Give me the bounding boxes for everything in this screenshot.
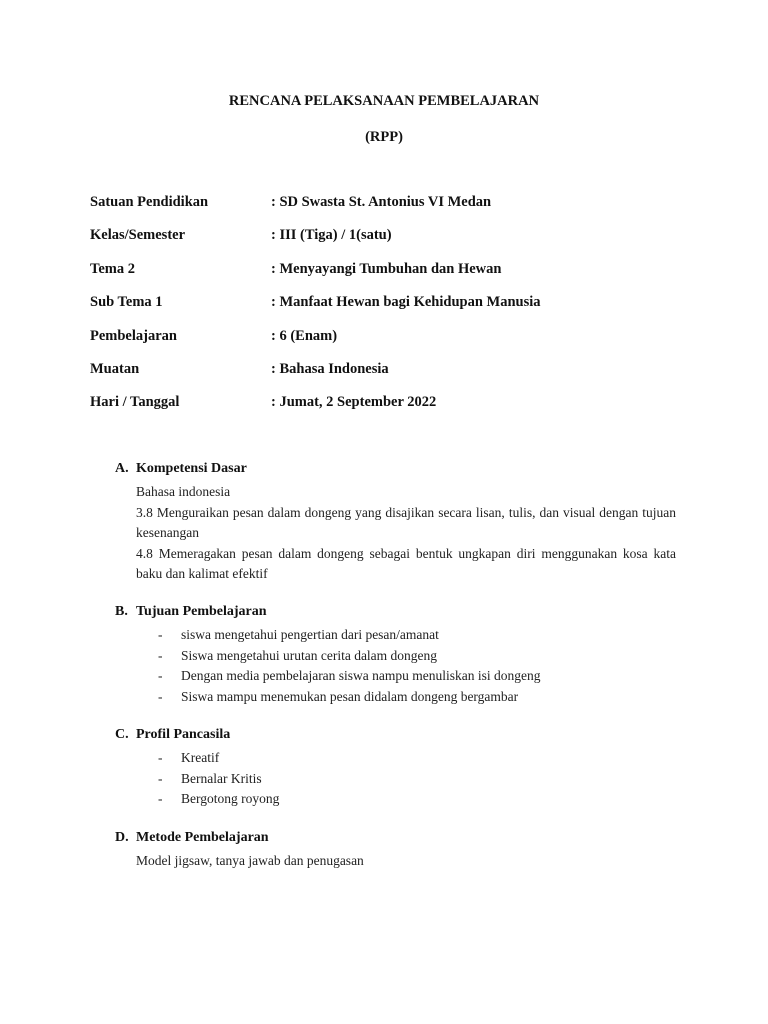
info-value: : SD Swasta St. Antonius VI Medan xyxy=(271,194,492,210)
info-label: Sub Tema 1 xyxy=(90,294,163,311)
info-label: Tema 2 xyxy=(90,260,135,277)
info-value: : Menyayangi Tumbuhan dan Hewan xyxy=(271,260,502,277)
info-value: : 6 (Enam) xyxy=(271,327,338,344)
kd-item: 4.8 Memeragakan pesan dalam dongeng sebagai bentuk ungkapan diri menggunakan kosa kata baku dan kalimat efektif xyxy=(136,545,676,581)
section-heading xyxy=(115,604,676,625)
list-item xyxy=(115,769,676,790)
info-value: : Jumat, 2 September 2022 xyxy=(271,394,437,411)
kd-item: 3.8 Menguraikan pesan dalam dongeng yang disajikan secara lisan, tulis, dan visual dengan tujuan kesenangan xyxy=(136,504,676,540)
list-item-text: siswa mengetahui pengertian dari pesan/amanat xyxy=(181,627,439,642)
section-metode-pembelajaran xyxy=(115,830,676,872)
list-item-text: Dengan media pembelajaran siswa nampu menuliskan isi dongeng xyxy=(181,668,541,683)
method-text: Model jigsaw, tanya jawab dan penugasan xyxy=(136,853,364,868)
list-item xyxy=(115,789,676,810)
section-heading xyxy=(115,461,676,482)
info-label: Muatan xyxy=(90,360,140,377)
section-heading xyxy=(115,727,676,748)
section-letter: B. xyxy=(115,604,128,619)
subject-name: Bahasa indonesia xyxy=(136,484,231,499)
objectives-list xyxy=(115,625,676,707)
list-item xyxy=(115,625,676,646)
bullet-dash: - xyxy=(158,647,163,663)
bullet-dash: - xyxy=(158,627,163,642)
bullet-dash: - xyxy=(158,688,163,704)
section-title: Metode Pembelajaran xyxy=(136,830,269,845)
document-subtitle: (RPP) xyxy=(365,129,403,145)
list-item xyxy=(115,666,676,687)
bullet-dash: - xyxy=(158,770,163,786)
info-value: : Bahasa Indonesia xyxy=(271,360,389,377)
document-title: RENCANA PELAKSANAAN PEMBELAJARAN xyxy=(228,93,540,109)
list-item-text: Siswa mengetahui urutan cerita dalam dongeng xyxy=(181,647,438,663)
section-heading xyxy=(115,830,676,851)
section-title: Profil Pancasila xyxy=(136,727,231,742)
list-item-text: Kreatif xyxy=(181,750,220,765)
section-letter: D. xyxy=(115,830,129,845)
section-tujuan-pembelajaran xyxy=(115,604,676,707)
info-label: Satuan Pendidikan xyxy=(90,194,209,210)
list-item xyxy=(115,748,676,769)
list-item-text: Siswa mampu menemukan pesan didalam dongeng bergambar xyxy=(181,688,519,704)
list-item-text: Bernalar Kritis xyxy=(181,770,262,786)
section-title: Tujuan Pembelajaran xyxy=(136,604,267,619)
info-label: Pembelajaran xyxy=(90,327,177,344)
bullet-dash: - xyxy=(158,750,163,765)
info-value: : Manfaat Hewan bagi Kehidupan Manusia xyxy=(271,294,541,311)
list-item xyxy=(115,646,676,667)
section-letter: C. xyxy=(115,727,129,742)
info-label: Kelas/Semester xyxy=(90,227,186,244)
section-title: Kompetensi Dasar xyxy=(136,461,247,476)
section-kompetensi-dasar xyxy=(115,461,676,585)
info-label: Hari / Tanggal xyxy=(90,394,180,411)
list-item-text: Bergotong royong xyxy=(181,791,280,806)
section-profil-pancasila xyxy=(115,727,676,810)
section-letter: A. xyxy=(115,461,129,476)
profile-list xyxy=(115,748,676,810)
list-item xyxy=(115,687,676,708)
bullet-dash: - xyxy=(158,668,163,683)
info-value: : III (Tiga) / 1(satu) xyxy=(271,227,392,244)
bullet-dash: - xyxy=(158,791,163,806)
